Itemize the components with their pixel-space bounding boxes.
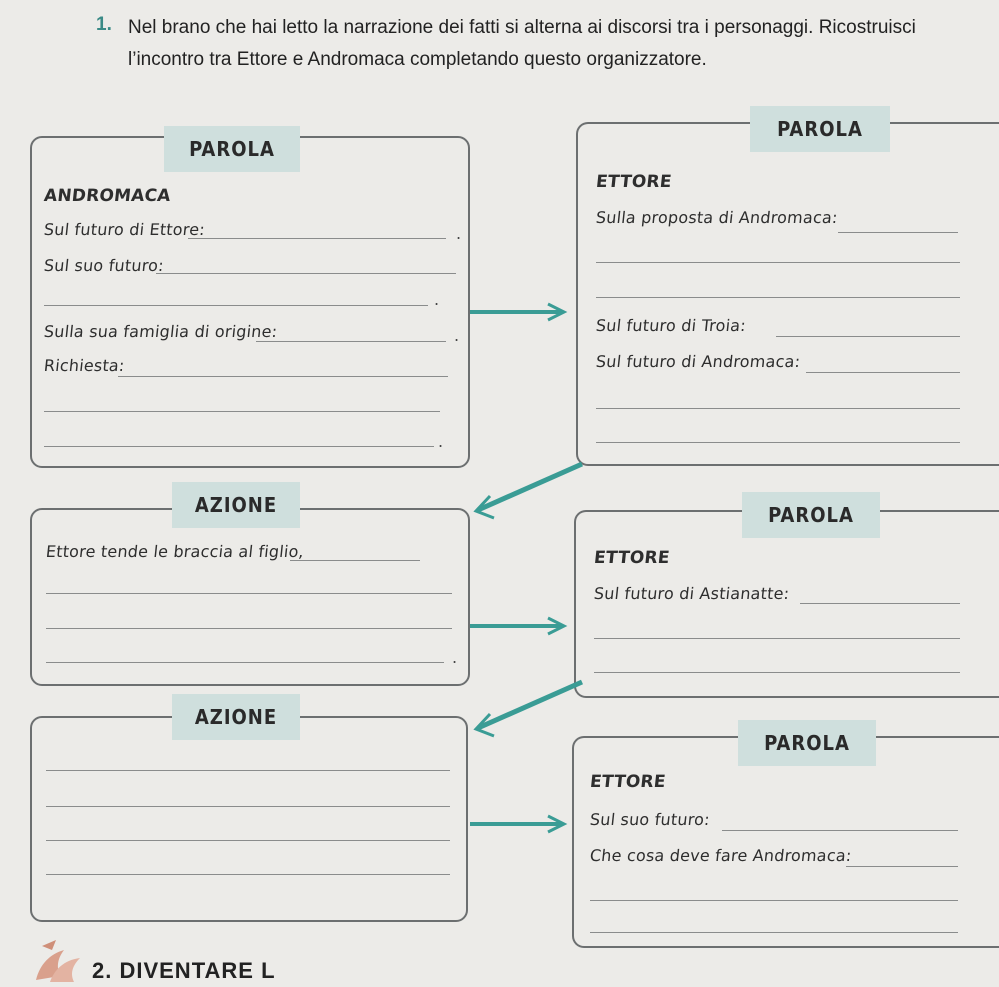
instruction-line-1: Nel brano che hai letto la narrazione dei fatti si alterna ai discorsi tra i personaggi. Ricostruisci [128, 17, 916, 38]
answer-line[interactable] [46, 840, 450, 841]
arrow-diagonal-icon [468, 458, 588, 528]
next-section-title: 2. DIVENTARE L [92, 958, 276, 983]
answer-line[interactable] [722, 830, 958, 831]
box-tag: AZIONE [172, 482, 300, 528]
period-mark: . [452, 648, 458, 667]
answer-line[interactable] [776, 336, 960, 337]
box-parola-ettore-2 [574, 510, 999, 698]
period-mark: . [456, 224, 462, 243]
answer-line[interactable] [800, 603, 960, 604]
box-parola-ettore-3 [572, 736, 999, 948]
answer-line[interactable] [46, 662, 444, 663]
prompt-text: Sulla proposta di Andromaca: [595, 208, 839, 227]
prompt-text: Sul futuro di Astianatte: [593, 584, 791, 603]
action-text: Ettore tende le braccia al figlio, [45, 542, 305, 561]
answer-line[interactable] [594, 672, 960, 673]
answer-line[interactable] [596, 442, 960, 443]
box-azione-1 [30, 508, 470, 686]
arrow-right-icon [468, 300, 572, 324]
box-tag: PAROLA [742, 492, 880, 538]
prompt-text: Sul suo futuro: [43, 256, 165, 275]
answer-line[interactable] [46, 874, 450, 875]
box-tag: AZIONE [172, 694, 300, 740]
period-mark: . [438, 432, 444, 451]
arrow-right-icon [468, 614, 572, 638]
answer-line[interactable] [46, 593, 452, 594]
prompt-text: Che cosa deve fare Andromaca: [589, 846, 853, 865]
box-azione-2 [30, 716, 468, 922]
arrow-diagonal-icon [468, 676, 588, 746]
answer-line[interactable] [44, 411, 440, 412]
prompt-text: Sul suo futuro: [589, 810, 711, 829]
answer-line[interactable] [596, 408, 960, 409]
answer-line[interactable] [596, 262, 960, 263]
speaker-label: ANDROMACA [42, 186, 172, 206]
speaker-label: ETTORE [588, 772, 667, 792]
speaker-label: ETTORE [592, 548, 671, 568]
section-logo-icon [30, 936, 88, 986]
answer-line[interactable] [44, 305, 428, 306]
answer-line[interactable] [290, 560, 420, 561]
exercise-number: 1. [96, 14, 112, 35]
arrow-right-icon [468, 812, 572, 836]
instruction-line-2: l’incontro tra Ettore e Andromaca completando questo organizzatore. [128, 49, 707, 70]
answer-line[interactable] [594, 638, 960, 639]
exercise-instruction [128, 12, 999, 76]
box-tag: PAROLA [750, 106, 890, 152]
answer-line[interactable] [590, 900, 958, 901]
answer-line[interactable] [156, 273, 456, 274]
answer-line[interactable] [118, 376, 448, 377]
answer-line[interactable] [596, 297, 960, 298]
answer-line[interactable] [256, 341, 446, 342]
answer-line[interactable] [188, 238, 446, 239]
prompt-text: Sul futuro di Ettore: [43, 220, 206, 239]
box-tag: PAROLA [738, 720, 876, 766]
speaker-label: ETTORE [594, 172, 673, 192]
answer-line[interactable] [590, 932, 958, 933]
prompt-text: Sul futuro di Troia: [595, 316, 747, 335]
prompt-text: Sul futuro di Andromaca: [595, 352, 802, 371]
box-tag: PAROLA [164, 126, 300, 172]
answer-line[interactable] [44, 446, 434, 447]
answer-line[interactable] [46, 806, 450, 807]
period-mark: . [434, 290, 440, 309]
prompt-text: Richiesta: [43, 356, 126, 375]
answer-line[interactable] [46, 770, 450, 771]
answer-line[interactable] [838, 232, 958, 233]
answer-line[interactable] [846, 866, 958, 867]
answer-line[interactable] [46, 628, 452, 629]
prompt-text: Sulla sua famiglia di origine: [43, 322, 279, 341]
period-mark: . [454, 326, 460, 345]
answer-line[interactable] [806, 372, 960, 373]
